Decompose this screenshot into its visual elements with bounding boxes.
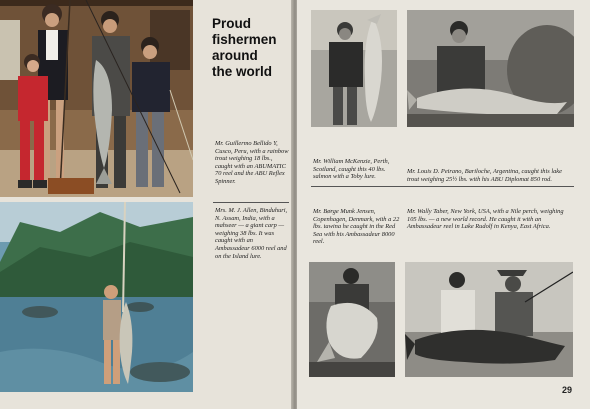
caption-allen: Mrs. M. J. Allen, Binduhuri, N. Assam, India, with a mahseer — a giant carp — weighing 38 lbs. It was caught with an Ambassadeur 6000 reel and on the Island lure. xyxy=(215,207,288,260)
photo-allen-river xyxy=(0,202,193,392)
page-number: 29 xyxy=(561,385,572,395)
left-page xyxy=(0,0,293,409)
photo-mckenzie-salmon xyxy=(311,10,397,127)
headline xyxy=(212,16,290,80)
caption-divider-right xyxy=(311,186,574,187)
photo-bellido-family xyxy=(0,0,193,197)
photo-taber-nile-perch xyxy=(405,262,573,377)
caption-jensen: Mr. Børge Munk Jensen, Copenhagen, Denmark, with a 22 lbs. tawina he caught in the Red Sea with his Ambassadeur 8000 reel. xyxy=(313,208,400,246)
photo-peirano-trout xyxy=(407,10,574,127)
caption-peirano: Mr. Louis D. Peirano, Bariloche, Argentina, caught this lake trout weighing 25½ lbs. with his ABU Diplomat 850 rod. xyxy=(407,168,562,183)
headline-line1: Proud xyxy=(212,16,251,31)
right-page xyxy=(297,0,590,409)
caption-bellido: Mr. Guillermo Bellido Y, Cusco, Peru, with a rainbow trout weighing 18 lbs., caught with an ABUMATIC 70 reel and the ABU Reflex Spinner. xyxy=(215,140,289,185)
caption-divider xyxy=(213,202,289,203)
headline-line4: the world xyxy=(212,64,272,79)
headline-line3: around xyxy=(212,48,258,63)
headline-line2: fishermen xyxy=(212,32,277,47)
caption-taber: Mr. Wally Taber, New York, USA, with a Nile perch, weighing 105 lbs. — a new world record. He caught it with an Ambassadeur reel in Lake Rudolf in Kenya, East Africa. xyxy=(407,208,564,231)
photo-jensen-tawina xyxy=(309,262,395,377)
caption-mckenzie: Mr. William McKenzie, Perth, Scotland, caught this 40 lbs. salmon with a Toby lure. xyxy=(313,158,390,181)
